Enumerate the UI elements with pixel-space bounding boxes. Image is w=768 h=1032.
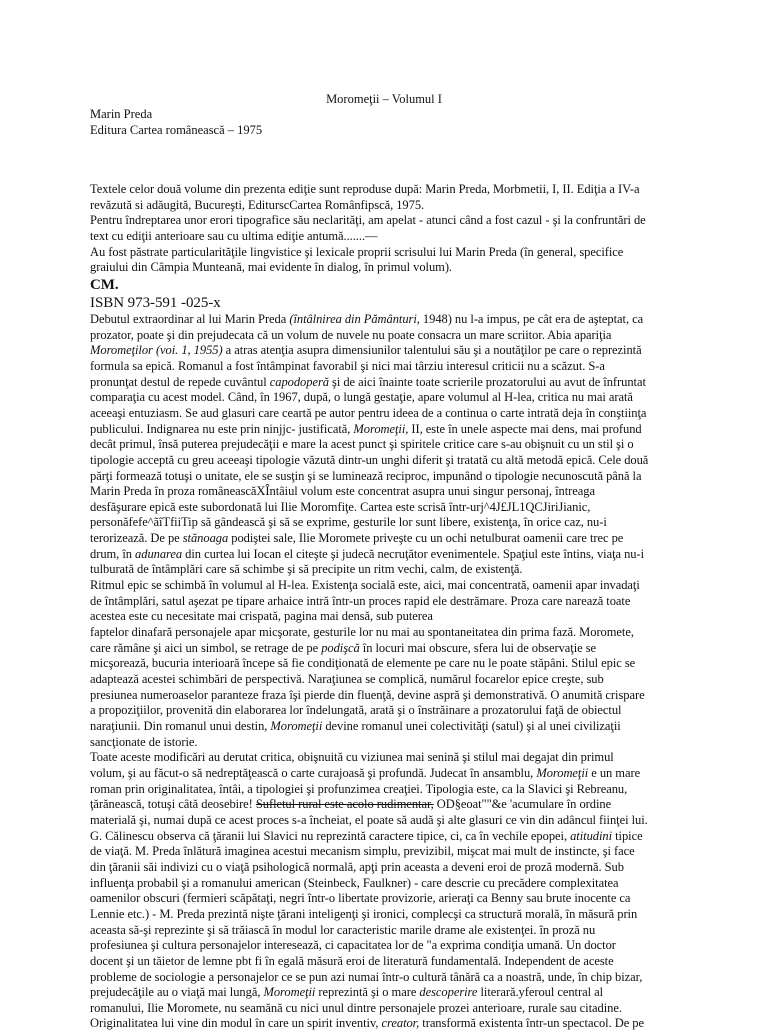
text-line: revăzută si adăugită, Bucureşti, EditurscCartea Românfipscă, 1975. (90, 197, 425, 212)
book-metadata (90, 107, 262, 138)
text-line: a propoziţiilor, provenită din elaborarea lor îndelungată, arată şi o înstrăinare a prozatorului faţă de obiectul (90, 703, 622, 718)
text-line: profesiunea şi cultura personajelor interesează, ci capacitatea lor de "a exprima condiţia umană. Un doctor (90, 938, 616, 953)
text-line: personăfefe^ãîTfiiTip să gândească şi să se exprime, gesturile lor sunt libere, existenţa, în orice caz, nu-i (90, 515, 607, 530)
text-line: comparaţia cu acest model. Când, în 1967, după, o lungă gestaţie, apare volumul al H-lea, critica nu mai arată (90, 390, 633, 405)
text-line: adaptează acestei schimbări de perspectivă. Naraţiunea se complică, numărul focarelor epice creşte, sub (90, 672, 604, 687)
text-line: Au fost păstrate particularităţile lingvistice şi lexicale proprii scrisului lui Marin Preda (în general, specifice (90, 244, 624, 259)
text-line: roman prin originalitatea, întâi, a tipologiei şi profunzimea creaţiei. Tipologia este, ca la Slavici şi Rebreanu, (90, 781, 628, 796)
paragraph-critique (90, 750, 680, 1032)
text-line: Pentru îndreptarea unor erori tipografice său neclarităţi, am apelat - atunci când a fost cazul - şi la confruntări de (90, 213, 646, 228)
text-line: naraţiunii. Din romanul unui destin, Moromeţii devine romanul unei colectivităţi (satul) şi al unei civilizaţii (90, 719, 621, 733)
text-line: formula sa epică. Romanul a fost întâmpinat favorabil şi nici mai târziu interesul criticii nu a scăzut. S-a (90, 358, 605, 373)
text-line: prozator, poate şi din prejudecata că un volum de nuvele nu poate consacra un mare scriitor. Abia apariţia (90, 327, 612, 342)
author-name: Marin Preda (90, 107, 153, 121)
text-line: sancţionate de istorie. (90, 734, 198, 749)
text-line: prejudecăţile au o viaţă mai lungă, Moromeţii reprezintă şi o mare descoperire literară.yferoul central al (90, 985, 604, 1000)
text-line: drum, în adunarea din curtea lui Iocan el citeşte şi judecă necruţător evenimentele. Spaţiul este întins, viaţa nu-i (90, 546, 645, 561)
text-line: graiului din Câmpia Munteană, mai evidente în dialog, în primul volum). (90, 260, 453, 275)
text-line: din ţăranii săi indivizi cu o viaţă psihologică normală, apţi prin aceasta a deveni eroi de proză modernă. Sub (90, 859, 624, 874)
cm-heading: CM. (90, 276, 119, 293)
text-line: Textele celor două volume din prezenta ediţie sunt reproduse după: Marin Preda, Morbmetii, I, II. Ediţia a IV-a (90, 182, 640, 196)
edition-note (90, 182, 680, 276)
text-line: aceasta să-şi reprezinte şi să trăiască în modul lor caracteristic marile drame ale existenţei. în proză nu (90, 922, 596, 937)
text-line: care rămâne şi aici un simbol, se retrage de pe podişcă în locuri mai obscure, sfera lui de observaţie se (90, 640, 597, 655)
text-line: micşorează, bucuria interioară începe să fie condiţionată de elemente pe care nu le poate stăpâni. Stilul epic se (90, 656, 636, 671)
text-line: Originalitatea lui vine din modul în care un spirit inventiv, creator, transformă existenta într-un spectacol. De pe (90, 1016, 644, 1031)
paragraph-debut (90, 312, 680, 578)
text-line: Toate aceste modificări au derutat critica, obişnuită cu viziunea mai senină şi stilul mai degajat din primul (90, 750, 614, 765)
text-line: tipologie acceptă cu greu aceeaşi tipologie văzută dintr-un unghi diferit şi tratată cu altă metodă epică. Cele două (90, 452, 649, 467)
text-line: Debutul extraordinar al lui Marin Preda (întâlnirea din Pământuri, 1948) nu l-a impus, pe cât era de aşteptat, ca (90, 311, 644, 326)
document-body (90, 182, 680, 1032)
text-line: părţi formează totuşi o unitate, ele se susţin şi se luminează reciproc, impunând o tipologie necunoscută până la (90, 468, 642, 483)
strikethrough-text: Sufletul rural este acolo rudimentar, (255, 797, 434, 812)
text-line: publicului. Indignarea nu este prin ninjjc- justificată, Moromeţii, II, este în unele aspecte mai dens, mai profund (90, 421, 642, 436)
text-line: faptelor dinafară personajele apar micşorate, gesturile lor nu mai au spontaneitatea din prima fază. Moromete, (90, 625, 634, 640)
paragraph-rhythm (90, 578, 680, 750)
page-title: Moromeţii – Volumul I (326, 92, 442, 106)
isbn-line: ISBN 973-591 -025-x (90, 294, 221, 311)
text-line: Marin Preda în proza româneascăXÎntâiul volum este concentrat asupra unui singur personaj, întreaga (90, 484, 595, 499)
text-line: aceeaşi entuziasm. Se aud glasuri care ceartă pe autor pentru ideea de a continua o carte intrată deja în conştiinţa (90, 405, 647, 420)
text-line: desfăşurare epică este subordonată lui Ilie Moromfiţe. Cartea este scrisă într-urj^4J£JL1QCJiriJianic, (90, 499, 591, 514)
text-line: terorizează. De pe stănoaga podiştei sale, Ilie Moromete priveşte cu un ochi netulburat oamenii care trec pe (90, 531, 624, 546)
text-line: decât primul, însă puterea prejudecăţii e mare la acest punct şi spiritele critice care s-au obişnuit cu un stil şi o (90, 437, 634, 452)
publisher-line: Editura Cartea românească – 1975 (90, 122, 263, 137)
text-line: G. Călinescu observa că ţăranii lui Slavici nu reprezintă caractere tipice, ci, ca în vechile epopei, atitudini tipice (90, 828, 643, 843)
text-line: volum, şi au făcut-o să nedreptăţească o carte curajoasă şi profundă. Judecat în ansamblu, Moromeţii e un mare (90, 765, 641, 780)
text-line: materială şi, numai după ce acest proces s-a încheiat, el poate să audă şi alte glasuri ce vin din adâncul fiinţei lui. (90, 812, 648, 827)
text-line: de viaţă. M. Preda înlătură imaginea acestui mecanism simplu, previzibil, mişcat mai mult de instincte, şi face (90, 844, 635, 859)
text-line: Lennie etc.) - M. Preda prezintă nişte ţărani inteligenţi şi ironici, complecşi ca structură morală, în măsură prin (90, 906, 638, 921)
text-line: pronunţat destul de repede cuvântul capodoperă şi de aici înainte toate scrierile prozatorului au avut de înfruntat (90, 374, 646, 389)
text-line: ţărănească, totuşi câtă deosebire! Sufletul rural este acolo rudimentar, OD§eoat""&e 'acumulare în ordine (90, 797, 612, 812)
text-line: tulburată de întâmplări care să schimbe şi să precipite un ritm vechi, calm, de existenţă. (90, 562, 523, 577)
text-line: presiunea numeroaselor paranteze fraza îşi pierde din fluenţă, devine aspră şi demonstrativă. O anumită crispare (90, 687, 645, 702)
text-line: romanului, Ilie Moromete, nu seamănă cu nici unul dintre personajele prozei anterioare, rurale sau citadine. (90, 1000, 622, 1015)
text-line: acestea este cu necesitate mai crispată, pagina mai densă, sub puterea (90, 609, 433, 624)
text-line: docent şi un tăietor de lemne pbt fi în egală măsură eroi de literatură fundamentală. Independent de aceste (90, 953, 614, 968)
text-line: Ritmul epic se schimbă în volumul al H-lea. Existenţa socială este, aici, mai concentrată, oamenii apar invadaţi (90, 578, 640, 593)
text-line: probleme de sociologie a personajelor ce se pun azi numai într-o cultură tânără ca a noastră, unde, în chip bizar, (90, 969, 643, 984)
text-line: influenţa probabil şi a romanului american (Steinbeck, Faulkner) - care descrie cu precădere complexitatea (90, 875, 619, 890)
text-line: Moromeţilor (voi. 1, 1955) a atras atenţia asupra dimensiunilor talentului său şi a noutăţilor pe care o reprezintă (90, 343, 642, 358)
text-line: oamenilor obscuri (fermieri scăpătaţi, negri într-o libertate provizorie, arieraţi ca Benny sau brute inocente ca (90, 891, 631, 906)
text-line: text cu ediţii anterioare sau cu ultima ediţie antumă.......— (90, 228, 378, 243)
text-line: de întâmplări, satul aşezat pe tipare arhaice intră într-un proces rapid ele destrămare. Proza care narează toate (90, 593, 631, 608)
